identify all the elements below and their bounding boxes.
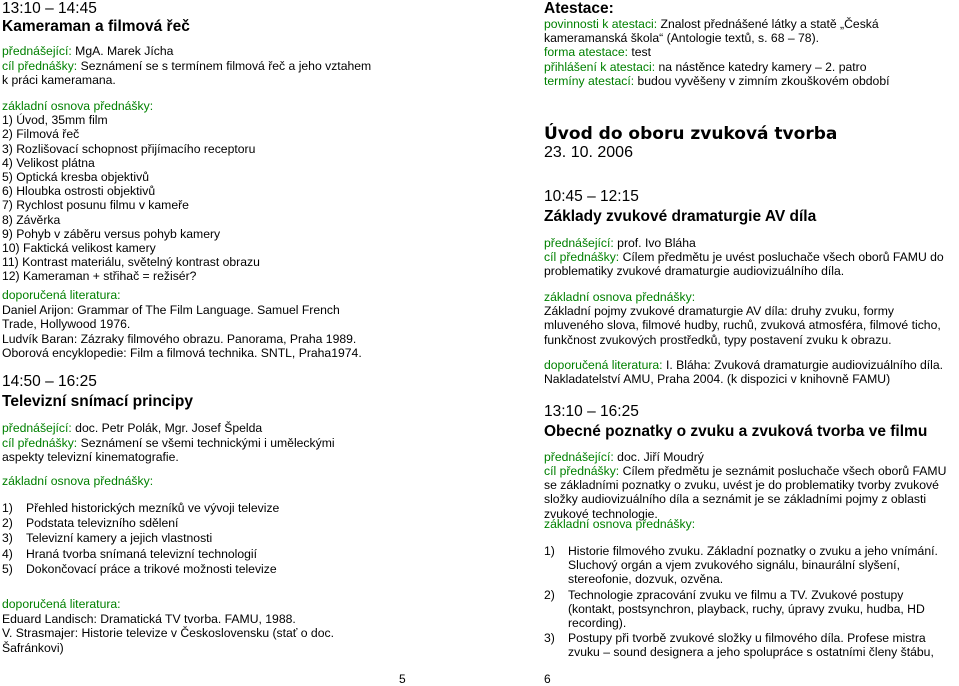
r-session1-goal	[544, 250, 950, 278]
dates-value: budou vyvěšeny v zimním zkouškovém období	[634, 73, 890, 88]
outline-item: 9) Pohyb v záběru versus pohyb kamery	[2, 226, 221, 241]
goal-label: cíl přednášky:	[2, 59, 78, 73]
r-session2-outline-label	[544, 517, 950, 531]
outline-item: 5) Optická kresba objektivů	[2, 170, 149, 185]
attestation-requirements	[544, 17, 950, 45]
signup-label: přihlášení k atestaci:	[544, 59, 656, 74]
lecturer-label: přednášející:	[544, 450, 614, 464]
outline-text: Podstata televizního sdělení	[26, 516, 179, 531]
outline-item: 3) Rozlišovací schopnost přijímacího receptoru	[2, 141, 256, 156]
outline-number: 2)	[544, 587, 555, 602]
outline-number: 1)	[544, 544, 555, 558]
outline-number: 4)	[2, 546, 13, 561]
outline-item: 12) Kameraman + střihač = režisér?	[2, 269, 197, 284]
session2-header	[2, 373, 374, 410]
session2-lecturer	[2, 421, 374, 435]
lecturer-label: přednášející:	[544, 236, 614, 250]
session2-outline-label	[2, 474, 374, 488]
page-number-right: 6	[544, 672, 551, 686]
lecturer-label: přednášející:	[2, 421, 72, 435]
outline-item: 6) Hloubka ostrosti objektivů	[2, 184, 156, 199]
outline-text: Technologie zpracování zvuku ve filmu a TV. Zvukové postupy (kontakt, postsynchron, playback, ruchy, úpravy zvuku, hudba, HD recording).	[568, 587, 925, 631]
attestation-form	[544, 45, 950, 59]
session1-title: Kameraman a filmová řeč	[2, 18, 190, 35]
outline-item	[2, 516, 374, 530]
outline-item: 8) Závěrka	[2, 212, 61, 227]
literature-label: doporučená literatura:	[544, 358, 663, 372]
outline-text: Televizní kamery a jejich vlastnosti	[26, 531, 213, 546]
outline-item: 2) Filmová řeč	[2, 127, 80, 142]
session2-outline	[2, 501, 374, 576]
outline-text: Hraná tvorba snímaná televizní technologií	[26, 546, 258, 561]
session1-lecturer	[2, 44, 374, 58]
outline-number: 3)	[2, 531, 13, 546]
outline-text: Základní pojmy zvukové dramaturgie AV díla: druhy zvuku, formy mluveného slova, filmové hudby, ruchů, zvuková atmosféra, filmové ticho, funkčnost zvukových prostředků, typy postavení zvuku k obrazu.	[544, 304, 941, 347]
goal-value: Seznámení se s termínem filmová řeč a jeho vztahem k práci kameramana.	[2, 59, 372, 88]
outline-item	[2, 501, 374, 515]
outline-label: základní osnova přednášky:	[544, 290, 696, 304]
outline-number: 1)	[2, 501, 13, 515]
lecturer-value: prof. Ivo Bláha	[613, 236, 696, 250]
session1-header	[2, 0, 374, 35]
outline-label: základní osnova přednášky:	[2, 99, 154, 113]
course-title: Úvod do oboru zvuková tvorba	[544, 124, 838, 144]
outline-text: Přehled historických mezníků ve vývoji televize	[26, 501, 280, 515]
literature-value: I. Bláha: Zvuková dramaturgie audiovizuálního díla. Nakladatelství AMU, Praha 2004. (k dispozici v knihovně FAMU)	[544, 358, 944, 387]
r-session2-lecturer	[544, 450, 950, 464]
outline-number: 5)	[2, 561, 13, 576]
literature-item: Eduard Landisch: Dramatická TV tvorba. FAMU, 1988.	[2, 612, 296, 627]
session1-goal	[2, 59, 374, 87]
signup-value: na nástěnce katedry kamery – 2. patro	[655, 59, 867, 74]
session2-title: Televizní snímací principy	[2, 393, 193, 410]
goal-label: cíl přednášky:	[544, 464, 620, 478]
attestation-heading: Atestace:	[544, 0, 614, 17]
outline-item: 1) Úvod, 35mm film	[2, 113, 108, 128]
session1-time: 13:10 – 14:45	[2, 0, 97, 17]
course-date: 23. 10. 2006	[544, 144, 633, 161]
r-session1-literature	[544, 358, 950, 386]
form-value: test	[628, 45, 652, 60]
requirements-value: Znalost přednášené látky a statě „Česká kameramanská škola“ (Antologie textů, s. 68 – 78).	[544, 17, 879, 46]
outline-item: 10) Faktická velikost kamery	[2, 241, 156, 256]
attestation-signup	[544, 60, 950, 74]
session1-literature	[2, 288, 374, 360]
lecturer-value: doc. Jiří Moudrý	[613, 450, 704, 464]
outline-number: 3)	[544, 631, 555, 646]
r-session2-goal	[544, 464, 950, 521]
session2-time: 13:10 – 16:25	[544, 403, 639, 420]
outline-item: 4) Velikost plátna	[2, 155, 95, 170]
goal-label: cíl přednášky:	[2, 436, 78, 450]
dates-label: termíny atestací:	[544, 73, 635, 88]
r-session1-lecturer	[544, 236, 950, 250]
literature-item: Ludvík Baran: Zázraky filmového obrazu. Panorama, Praha 1989.	[2, 331, 357, 346]
session2-literature	[2, 597, 374, 655]
session2-title: Obecné poznatky o zvuku a zvuková tvorba ve filmu	[544, 423, 928, 440]
r-session2-header	[544, 403, 950, 440]
outline-text: Postupy při tvorbě zvukové složky u filmového díla. Profese mistra zvuku – sound designera a jeho spolupráce s ostatními členy štábu,	[568, 631, 934, 660]
outline-item	[544, 588, 950, 631]
requirements-label: povinnosti k atestaci:	[544, 17, 658, 31]
literature-item: V. Strasmajer: Historie televize v Československu (stať o doc. Šafránkovi)	[2, 626, 334, 655]
outline-text: Dokončovací práce a trikové možnosti televize	[26, 561, 277, 576]
session1-time: 10:45 – 12:15	[544, 188, 639, 205]
lecturer-value: doc. Petr Polák, Mgr. Josef Špelda	[71, 421, 263, 435]
attestation	[544, 0, 950, 88]
outline-item	[2, 547, 374, 561]
page-number-left: 5	[399, 672, 406, 686]
r-session2-outline	[544, 544, 950, 660]
attestation-dates	[544, 74, 950, 88]
literature-item: Daniel Arijon: Grammar of The Film Language. Samuel French Trade, Hollywood 1976.	[2, 303, 340, 332]
goal-value: Seznámení se všemi technickými i uměleckými aspekty televizní kinematografie.	[2, 436, 335, 465]
literature-item: Oborová encyklopedie: Film a filmová technika. SNTL, Praha1974.	[2, 345, 362, 360]
outline-number: 2)	[2, 516, 13, 531]
outline-label: základní osnova přednášky:	[544, 517, 696, 531]
r-session1-outline	[544, 290, 950, 347]
outline-item	[544, 631, 950, 659]
goal-label: cíl přednášky:	[544, 250, 620, 264]
outline-item: 7) Rychlost posunu filmu v kameře	[2, 198, 189, 213]
session1-outline	[2, 99, 374, 284]
literature-label: doporučená literatura:	[2, 288, 121, 302]
outline-item	[544, 544, 950, 587]
goal-value: Cílem předmětu je seznámit posluchače všech oborů FAMU se základními poznatky o zvuku, uvést je do problematiky tvorby zvukové složky audiovizuálního díla a seznámit je se základními pojmy z oblasti zvukové technologie.	[544, 464, 947, 521]
course-header	[544, 124, 950, 162]
form-label: forma atestace:	[544, 45, 628, 60]
session2-time: 14:50 – 16:25	[2, 373, 97, 390]
literature-label: doporučená literatura:	[2, 597, 121, 611]
lecturer-label: přednášející:	[2, 44, 72, 58]
outline-label: základní osnova přednášky:	[2, 474, 154, 488]
session2-goal	[2, 436, 374, 464]
outline-item	[2, 531, 374, 545]
session1-title: Základy zvukové dramaturgie AV díla	[544, 208, 817, 225]
goal-value: Cílem předmětu je uvést posluchače všech oborů FAMU do problematiky zvukové dramaturgie audiovizuálního díla.	[544, 250, 944, 279]
lecturer-value: MgA. Marek Jícha	[71, 44, 174, 58]
outline-item: 11) Kontrast materiálu, světelný kontrast obrazu	[2, 255, 260, 270]
outline-item	[2, 562, 374, 576]
outline-text: Historie filmového zvuku. Základní poznatky o zvuku a jeho vnímání. Sluchový orgán a vjem zvukového signálu, binaurální slyšení, stereofonie, dozvuk, ozvěna.	[568, 544, 938, 587]
r-session1-header	[544, 188, 950, 225]
